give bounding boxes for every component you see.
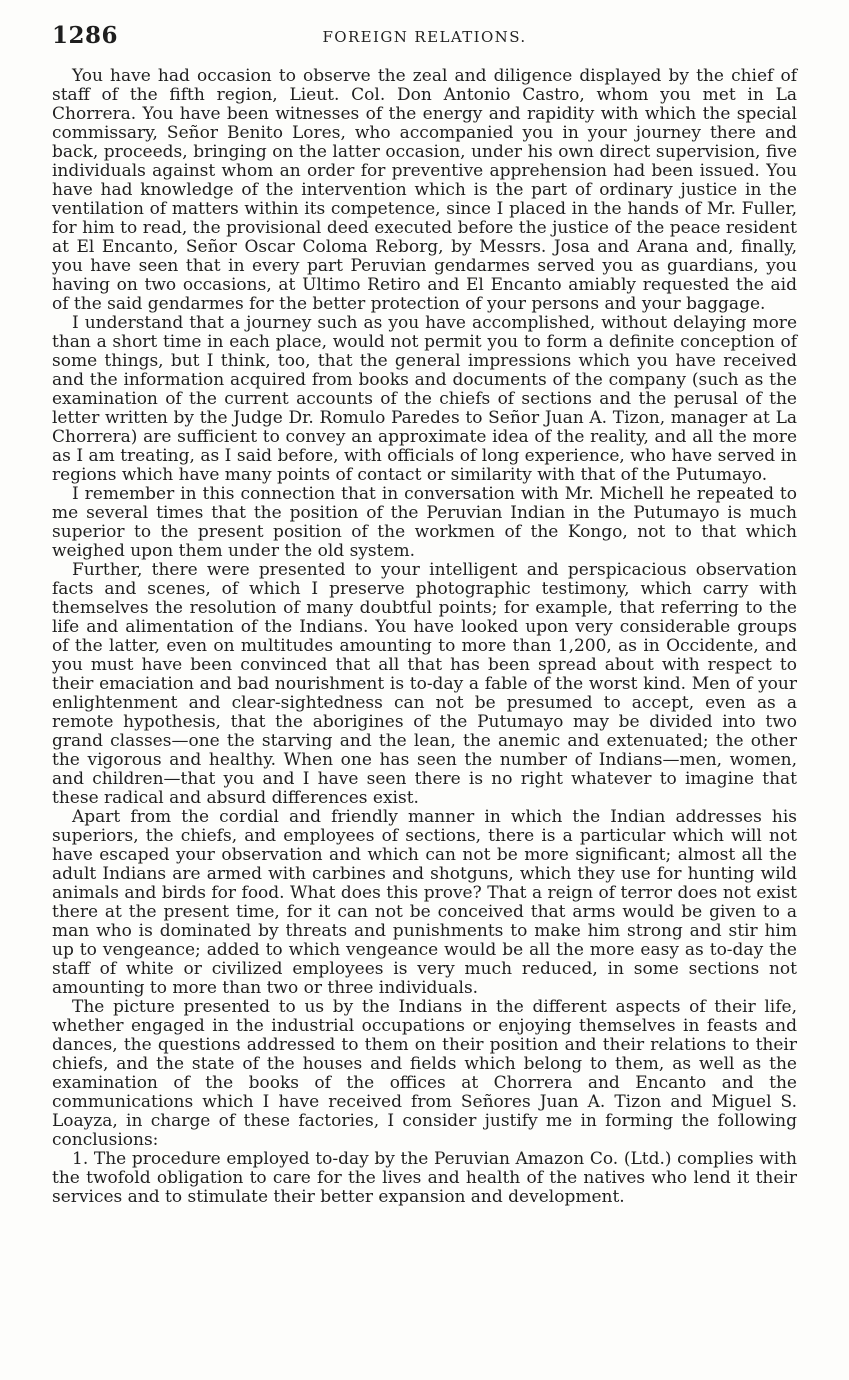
paragraph: I remember in this connection that in conversation with Mr. Michell he repeated to me several times that the position of the Peruvian Indian in the Putumayo is much superior to the present position of the workmen of the Kongo, not to that which weighed upon them under the old system. xyxy=(52,484,797,561)
body-text xyxy=(52,67,797,1207)
running-head: FOREIGN RELATIONS. xyxy=(322,28,527,46)
paragraph: You have had occasion to observe the zeal and diligence displayed by the chief of staff of the fifth region, Lieut. Col. Don Antonio Castro, whom you met in La Chorrera. You have been witnesses of the energy and rapidity with which the special commissary, Señor Benito Lores, who accompanied you in your journey there and back, proceeds, bringing on the latter occasion, under his own direct supervision, five individuals against whom an order for preventive apprehension had been issued. You have had knowledge of the intervention which is the part of ordinary justice in the ventilation of matters within its competence, since I placed in the hands of Mr. Fuller, for him to read, the provisional deed executed before the justice of the peace resident at El Encanto, Señor Oscar Coloma Reborg, by Messrs. Josa and Arana and, finally, you have seen that in every part Peruvian gendarmes served you as guardians, you having on two occasions, at Ultimo Retiro and El Encanto amiably requested the aid of the said gendarmes for the better protection of your persons and your baggage. xyxy=(52,66,797,314)
page-number: 1286 xyxy=(52,22,119,49)
paragraph: I understand that a journey such as you have accomplished, without delaying more than a short time in each place, would not permit you to form a definite conception of some things, but I think, too, that the general impressions which you have received and the information acquired from books and documents of the company (such as the examination of the current accounts of the chiefs of sections and the perusal of the letter written by the Judge Dr. Romulo Paredes to Señor Juan A. Tizon, manager at La Chorrera) are sufficient to convey an approximate idea of the reality, and all the more as I am treating, as I said before, with officials of long experience, who have served in regions which have many points of contact or similarity with that of the Putumayo. xyxy=(52,313,797,485)
paragraph: Apart from the cordial and friendly manner in which the Indian addresses his superiors, the chiefs, and employees of sections, there is a particular which will not have escaped your observation and which can not be more significant; almost all the adult Indians are armed with carbines and shotguns, which they use for hunting wild animals and birds for food. What does this prove? That a reign of terror does not exist there at the present time, for it can not be conceived that arms would be given to a man who is dominated by threats and punishments to make him strong and stir him up to vengeance; added to which vengeance would be all the more easy as to-day the staff of white or civilized employees is very much reduced, in some sections not amounting to more than two or three individuals. xyxy=(52,807,797,998)
page-header xyxy=(52,22,797,52)
paragraph: 1. The procedure employed to-day by the Peruvian Amazon Co. (Ltd.) complies with the twofold obligation to care for the lives and health of the natives who lend it their services and to stimulate their better expansion and development. xyxy=(52,1149,797,1207)
paragraph: Further, there were presented to your intelligent and perspicacious observation facts and scenes, of which I preserve photographic testimony, which carry with themselves the resolution of many doubtful points; for example, that referring to the life and alimentation of the Indians. You have looked upon very considerable groups of the latter, even on multitudes amounting to more than 1,200, as in Occidente, and you must have been convinced that all that has been spread about with respect to their emaciation and bad nourishment is to-day a fable of the worst kind. Men of your enlightenment and clear-sightedness can not be presumed to accept, even as a remote hypothesis, that the aborigines of the Putumayo may be divided into two grand classes—one the starving and the lean, the anemic and extenuated; the other the vigorous and healthy. When one has seen the number of Indians—men, women, and children—that you and I have seen there is no right whatever to imagine that these radical and absurd differences exist. xyxy=(52,560,797,808)
paragraph: The picture presented to us by the Indians in the different aspects of their life, whether engaged in the industrial occupations or enjoying themselves in feasts and dances, the questions addressed to them on their position and their relations to their chiefs, and the state of the houses and fields which belong to them, as well as the examination of the books of the offices at Chorrera and Encanto and the communications which I have received from Señores Juan A. Tizon and Miguel S. Loayza, in charge of these factories, I consider justify me in forming the following conclusions: xyxy=(52,997,797,1150)
